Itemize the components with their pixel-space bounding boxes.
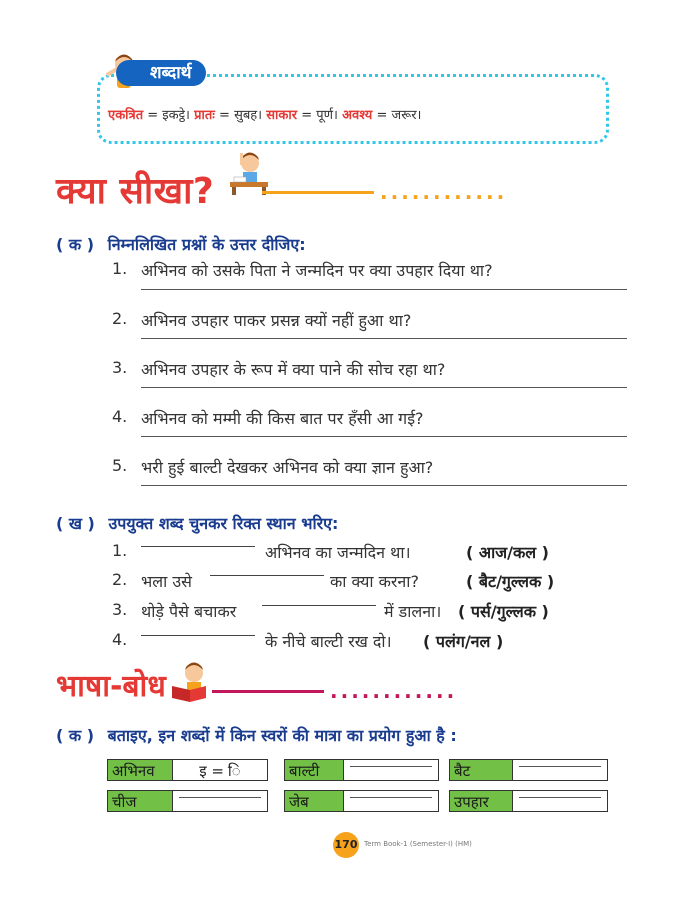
table-word: बैट: [449, 759, 513, 781]
table-word: बाल्टी: [284, 759, 344, 781]
item-number: 4.: [112, 630, 128, 649]
table-answer-cell[interactable]: [512, 759, 608, 781]
heading-dots: ............: [330, 679, 458, 703]
answer-line: [519, 797, 601, 798]
section-title: उपयुक्त शब्द चुनकर रिक्त स्थान भरिए:: [108, 514, 339, 533]
word-1: एकत्रित: [108, 108, 144, 123]
section-kha-header: [56, 512, 338, 534]
answer-line: [179, 797, 261, 798]
kya-seekha-heading: क्या सीखा?: [56, 171, 215, 212]
table-answer-cell[interactable]: [172, 790, 268, 812]
section-label: ( ख ): [56, 514, 95, 533]
question-text: अभिनव उपहार पाकर प्रसन्न क्यों नहीं हुआ था?: [141, 311, 412, 330]
shabdarth-line: [108, 105, 421, 123]
question-text: भरी हुई बाल्टी देखकर अभिनव को क्या ज्ञान हुआ?: [141, 458, 434, 477]
section-label: ( क ): [56, 235, 95, 254]
answer-line: [350, 766, 432, 767]
section-ka2-header: [56, 724, 457, 746]
item-text: के नीचे बाल्टी रख दो।: [265, 632, 392, 651]
bhasha-bodh-heading: भाषा-बोध: [56, 669, 166, 704]
table-word: अभिनव: [107, 759, 173, 781]
word-4: अवश्य: [342, 108, 373, 123]
answer-line[interactable]: [141, 338, 627, 339]
section-ka-header: [56, 233, 306, 255]
table-answer-cell[interactable]: इ = ि: [172, 759, 268, 781]
item-text: का क्या करना?: [330, 572, 419, 591]
answer-line: [350, 797, 432, 798]
word-3: साकार: [266, 108, 298, 123]
question-text: अभिनव को मम्मी की किस बात पर हँसी आ गई?: [141, 409, 424, 428]
book-label: Term Book-1 (Semester-I) (HM): [364, 840, 472, 848]
heading-rule: [212, 690, 324, 693]
meaning-4: = जरूर।: [372, 108, 422, 123]
options: ( आज/कल ): [466, 543, 549, 562]
meaning-2: = सुबह।: [214, 108, 267, 123]
table-word: चीज: [107, 790, 173, 812]
table-answer-cell[interactable]: [343, 759, 439, 781]
shabdarth-title: शब्दार्थ: [116, 60, 206, 86]
question-text: अभिनव उपहार के रूप में क्या पाने की सोच रहा था?: [141, 360, 446, 379]
blank-line[interactable]: [141, 635, 255, 636]
item-number: 3.: [112, 600, 128, 619]
question-number: 4.: [112, 407, 128, 426]
question-number: 1.: [112, 259, 128, 278]
question-number: 5.: [112, 456, 128, 475]
section-title: निम्नलिखित प्रश्नों के उत्तर दीजिए:: [107, 235, 306, 254]
question-text: अभिनव को उसके पिता ने जन्मदिन पर क्या उपहार दिया था?: [141, 261, 493, 280]
blank-line[interactable]: [210, 575, 324, 576]
answer-line[interactable]: [141, 387, 627, 388]
answer-line[interactable]: [141, 436, 627, 437]
item-text-before: थोड़े पैसे बचाकर: [141, 602, 237, 621]
question-number: 2.: [112, 309, 128, 328]
table-answer-cell[interactable]: [512, 790, 608, 812]
options: ( पलंग/नल ): [423, 632, 504, 651]
heading-dots: ............: [380, 180, 508, 204]
heading-rule: [262, 191, 374, 194]
word-2: प्रातः: [194, 108, 215, 123]
section-label: ( क ): [56, 726, 95, 745]
blank-line[interactable]: [141, 546, 255, 547]
section-title: बताइए, इन शब्दों में किन स्वरों की मात्रा का प्रयोग हुआ है :: [107, 726, 457, 745]
item-number: 2.: [112, 570, 128, 589]
meaning-3: = पूर्ण।: [297, 108, 343, 123]
answer-line[interactable]: [141, 289, 627, 290]
page-number: 170: [333, 832, 359, 858]
child-reading-icon: [170, 660, 212, 708]
item-text: में डालना।: [384, 602, 442, 621]
meaning-1: = इकट्ठे।: [143, 108, 195, 123]
table-word: जेब: [284, 790, 344, 812]
answer-line: [519, 766, 601, 767]
table-word: उपहार: [449, 790, 513, 812]
options: ( बैट/गुल्लक ): [466, 572, 555, 591]
item-text: अभिनव का जन्मदिन था।: [265, 543, 411, 562]
answer-line[interactable]: [141, 485, 627, 486]
blank-line[interactable]: [262, 605, 376, 606]
item-text-before: भला उसे: [141, 572, 192, 591]
question-number: 3.: [112, 358, 128, 377]
table-answer-cell[interactable]: [343, 790, 439, 812]
item-number: 1.: [112, 541, 128, 560]
options: ( पर्स/गुल्लक ): [458, 602, 549, 621]
